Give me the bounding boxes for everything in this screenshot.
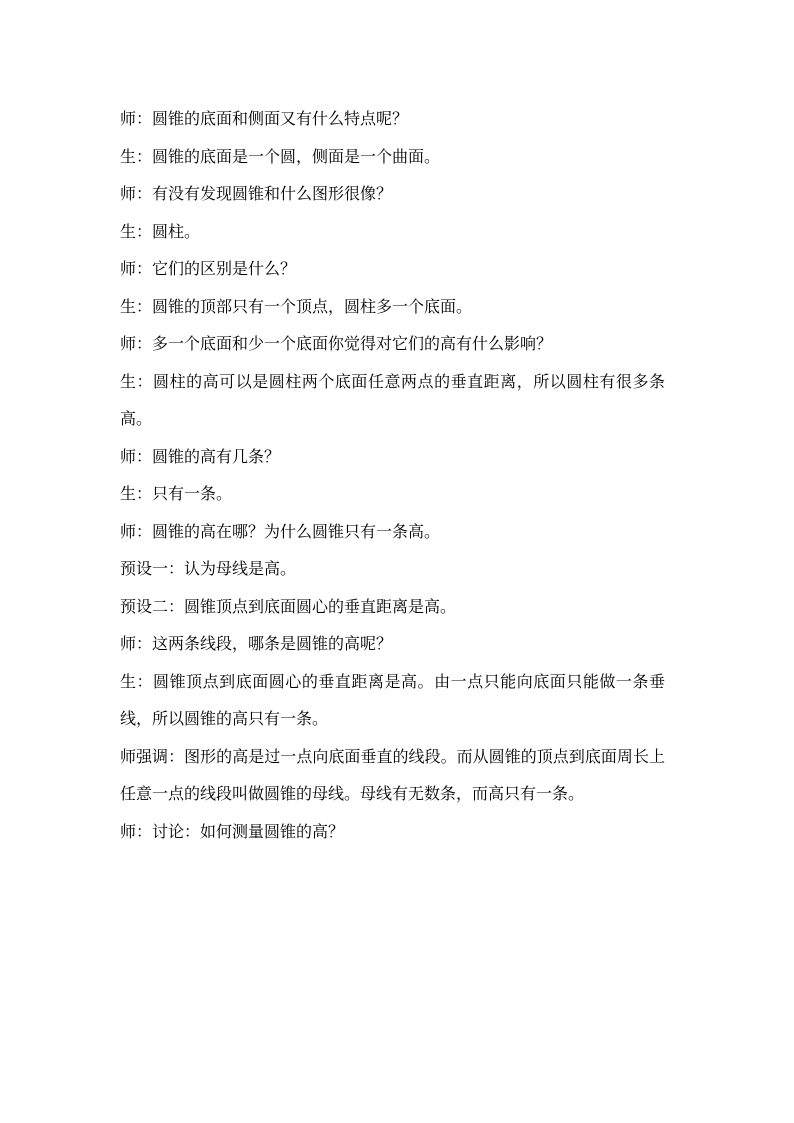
dialogue-line: 师：讨论：如何测量圆锥的高？ (120, 821, 345, 841)
dialogue-line: 师：圆锥的底面和侧面又有什么特点呢？ (120, 109, 409, 128)
dialogue-line: 师：它们的区别是什么？ (120, 259, 297, 278)
dialogue-line: 师：圆锥的高有几条？ (120, 446, 281, 466)
dialogue-line: 师：多一个底面和少一个底面你觉得对它们的高有什么影响？ (120, 334, 553, 353)
dialogue-line: 生：圆锥的底面是一个圆，侧面是一个曲面。 (120, 146, 441, 166)
dialogue-line: 生：圆柱。 (120, 221, 201, 241)
dialogue-line: 师：有没有发现圆锥和什么图形很像？ (120, 184, 393, 203)
dialogue-line: 生：圆柱的高可以是圆柱两个底面任意两点的垂直距离，所以圆柱有很多条高。 (120, 371, 665, 428)
document-body (120, 100, 665, 850)
dialogue-line: 预设一：认为母线是高。 (120, 559, 297, 578)
dialogue-line: 师：圆锥的高在哪？为什么圆锥只有一条高。 (120, 521, 441, 541)
dialogue-line: 预设二：圆锥顶点到底面圆心的垂直距离是高。 (120, 596, 457, 616)
dialogue-line: 师强调：图形的高是过一点向底面垂直的线段。而从圆锥的顶点到底面周长上任意一点的线段叫做圆锥的母线。母线有无数条，而高只有一条。 (120, 746, 665, 803)
dialogue-line: 生：圆锥的顶部只有一个顶点，圆柱多一个底面。 (120, 296, 473, 316)
dialogue-line: 生：圆锥顶点到底面圆心的垂直距离是高。由一点只能向底面只能做一条垂线，所以圆锥的高只有一条。 (120, 671, 665, 728)
dialogue-line: 师：这两条线段，哪条是圆锥的高呢？ (120, 634, 393, 653)
dialogue-line: 生：只有一条。 (120, 484, 233, 503)
